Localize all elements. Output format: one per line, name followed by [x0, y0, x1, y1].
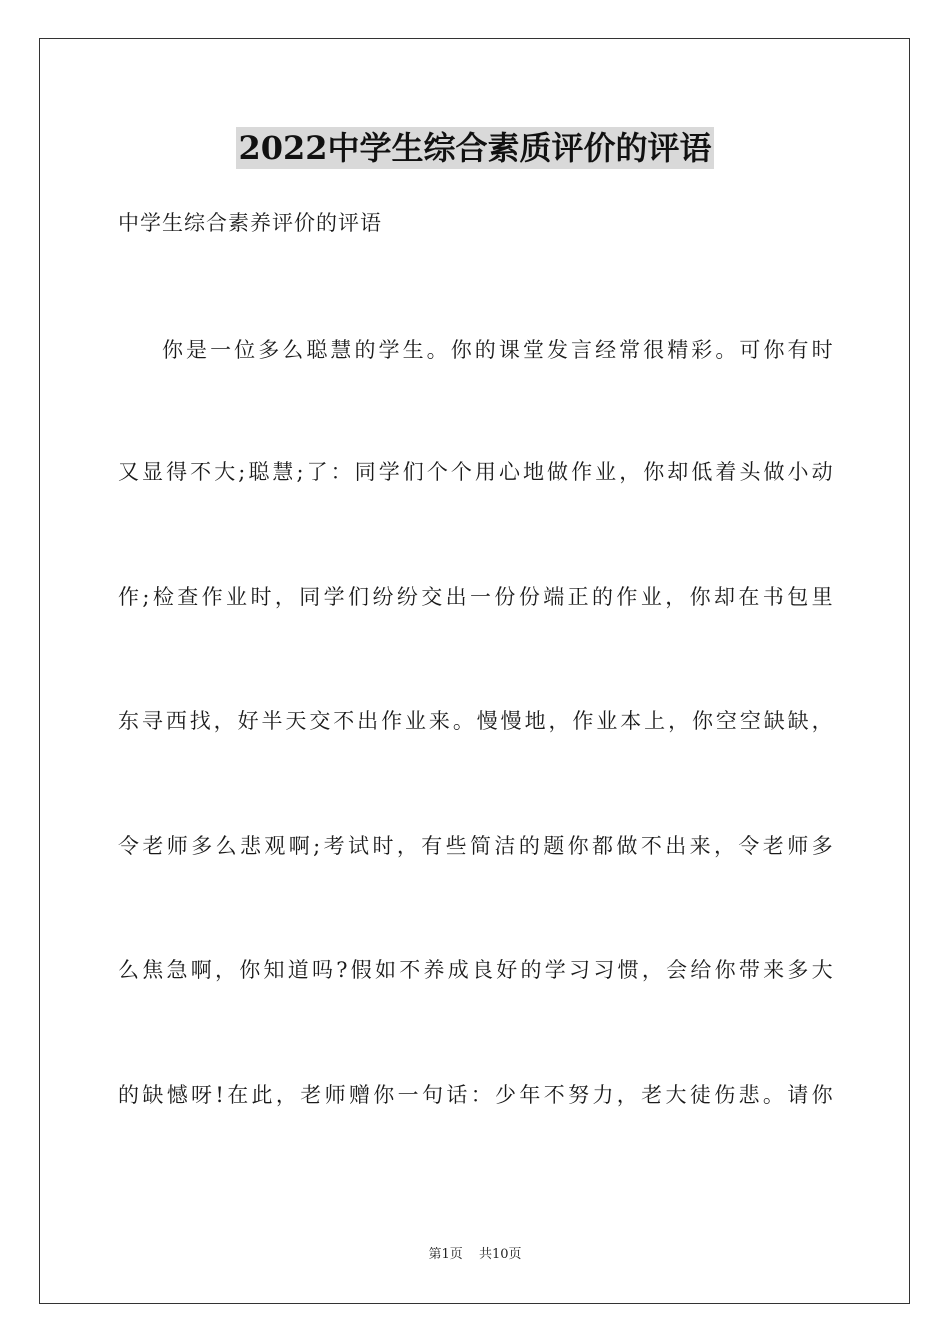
paragraph-line: 么焦急啊，你知道吗?假如不养成良好的学习习惯，会给你带来多大	[118, 958, 834, 982]
paragraph-line: 又显得不大;聪慧;了：同学们个个用心地做作业，你却低着头做小动	[118, 460, 834, 484]
paragraph-line: 你是一位多么聪慧的学生。你的课堂发言经常很精彩。可你有时	[162, 338, 834, 362]
paragraph-line: 东寻西找，好半天交不出作业来。慢慢地，作业本上，你空空缺缺，	[118, 709, 834, 733]
title-container	[0, 127, 950, 169]
paragraph-line: 令老师多么悲观啊;考试时，有些简洁的题你都做不出来，令老师多	[118, 834, 834, 858]
document-title: 2022中学生综合素质评价的评语	[238, 129, 712, 167]
page-total: 共10页	[478, 1247, 522, 1262]
page-footer	[0, 1246, 950, 1264]
page-number: 第1页	[428, 1247, 463, 1262]
paragraph-line: 的缺憾呀!在此，老师赠你一句话：少年不努力，老大徒伤悲。请你	[118, 1083, 834, 1107]
paragraph-line: 作;检查作业时，同学们纷纷交出一份份端正的作业，你却在书包里	[118, 585, 834, 609]
document-subtitle: 中学生综合素养评价的评语	[118, 211, 382, 235]
